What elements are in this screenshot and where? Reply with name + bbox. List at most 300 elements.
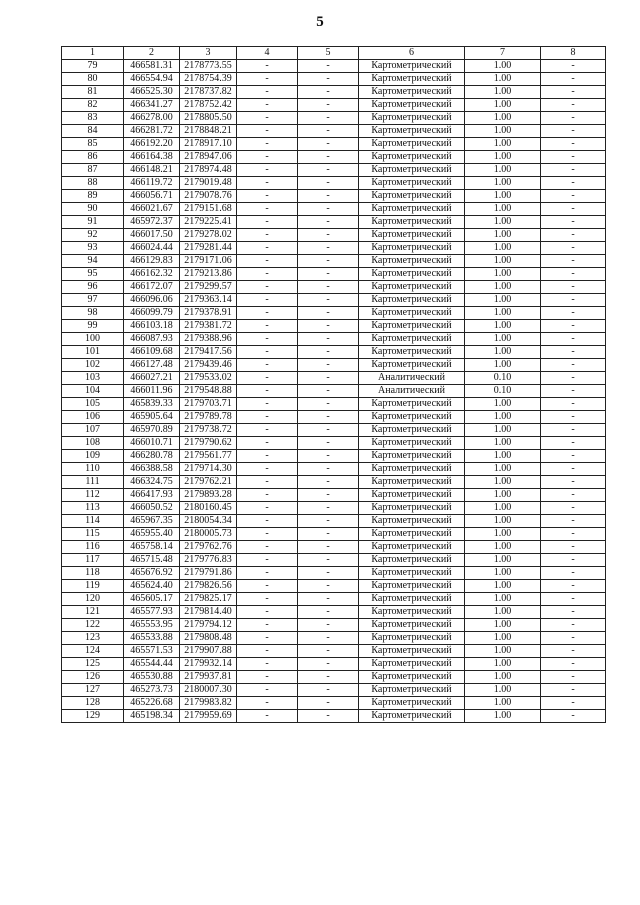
table-cell: - <box>237 125 298 138</box>
table-cell: Картометрический <box>359 203 465 216</box>
table-cell: 1.00 <box>465 645 541 658</box>
table-row <box>62 697 606 710</box>
table-cell: 466192.20 <box>124 138 180 151</box>
table-cell: 110 <box>62 463 124 476</box>
table-cell: 1.00 <box>465 697 541 710</box>
table-cell: - <box>541 203 606 216</box>
table-cell: 100 <box>62 333 124 346</box>
table-cell: - <box>541 502 606 515</box>
table-cell: 2179019.48 <box>180 177 237 190</box>
table-cell: - <box>298 606 359 619</box>
table-cell: - <box>541 281 606 294</box>
column-header: 6 <box>359 47 465 60</box>
table-cell: Картометрический <box>359 411 465 424</box>
table-cell: - <box>541 359 606 372</box>
table-cell: 2179826.56 <box>180 580 237 593</box>
table-cell: Картометрический <box>359 476 465 489</box>
table-cell: 1.00 <box>465 268 541 281</box>
table-row <box>62 567 606 580</box>
table-cell: 466554.94 <box>124 73 180 86</box>
table-cell: Картометрический <box>359 398 465 411</box>
table-row <box>62 671 606 684</box>
table-cell: - <box>298 190 359 203</box>
table-cell: - <box>298 528 359 541</box>
table-cell: - <box>237 242 298 255</box>
table-cell: 466281.72 <box>124 125 180 138</box>
table-cell: - <box>237 567 298 580</box>
table-cell: 2179762.21 <box>180 476 237 489</box>
table-cell: 1.00 <box>465 437 541 450</box>
table-cell: 466021.67 <box>124 203 180 216</box>
table-cell: 2179789.78 <box>180 411 237 424</box>
table-cell: 82 <box>62 99 124 112</box>
table-cell: 1.00 <box>465 424 541 437</box>
table-cell: 2179959.69 <box>180 710 237 723</box>
table-cell: 466017.50 <box>124 229 180 242</box>
table-cell: 1.00 <box>465 476 541 489</box>
table-cell: - <box>237 190 298 203</box>
table-cell: - <box>541 99 606 112</box>
table-cell: - <box>298 554 359 567</box>
table-cell: 1.00 <box>465 216 541 229</box>
table-cell: - <box>298 307 359 320</box>
table-row <box>62 333 606 346</box>
table-cell: 1.00 <box>465 177 541 190</box>
table-cell: - <box>298 619 359 632</box>
table-cell: - <box>541 411 606 424</box>
table-cell: 465605.17 <box>124 593 180 606</box>
table-cell: 1.00 <box>465 463 541 476</box>
table-cell: 93 <box>62 242 124 255</box>
table-cell: Картометрический <box>359 138 465 151</box>
table-cell: Картометрический <box>359 697 465 710</box>
table-cell: - <box>237 684 298 697</box>
table-cell: Картометрический <box>359 216 465 229</box>
table-row <box>62 489 606 502</box>
table-cell: - <box>298 632 359 645</box>
table-cell: 2179381.72 <box>180 320 237 333</box>
table-cell: - <box>541 255 606 268</box>
table-cell: 465972.37 <box>124 216 180 229</box>
table-cell: 126 <box>62 671 124 684</box>
table-cell: - <box>541 112 606 125</box>
table-cell: Картометрический <box>359 489 465 502</box>
table-cell: 106 <box>62 411 124 424</box>
table-cell: 1.00 <box>465 619 541 632</box>
table-cell: 466109.68 <box>124 346 180 359</box>
table-cell: - <box>237 359 298 372</box>
table-cell: 2179814.40 <box>180 606 237 619</box>
table-cell: - <box>237 489 298 502</box>
table-row <box>62 554 606 567</box>
table-row <box>62 593 606 606</box>
table-cell: 118 <box>62 567 124 580</box>
table-cell: - <box>541 593 606 606</box>
table-cell: - <box>298 268 359 281</box>
table-cell: - <box>541 476 606 489</box>
table-row <box>62 164 606 177</box>
table-cell: 2179225.41 <box>180 216 237 229</box>
table-cell: 98 <box>62 307 124 320</box>
table-cell: 466525.30 <box>124 86 180 99</box>
table-cell: Картометрический <box>359 593 465 606</box>
table-cell: - <box>541 216 606 229</box>
table-cell: 122 <box>62 619 124 632</box>
table-cell: 1.00 <box>465 684 541 697</box>
table-row <box>62 125 606 138</box>
table-cell: - <box>298 242 359 255</box>
table-row <box>62 229 606 242</box>
table-cell: 1.00 <box>465 307 541 320</box>
table-cell: Картометрический <box>359 112 465 125</box>
table-cell: - <box>298 671 359 684</box>
table-cell: Картометрический <box>359 359 465 372</box>
table-cell: 109 <box>62 450 124 463</box>
table-cell: - <box>298 385 359 398</box>
table-cell: 2179907.88 <box>180 645 237 658</box>
table-cell: 1.00 <box>465 333 541 346</box>
table-cell: 466129.83 <box>124 255 180 268</box>
table-cell: - <box>237 294 298 307</box>
table-cell: - <box>237 450 298 463</box>
table-cell: Картометрический <box>359 606 465 619</box>
table-cell: 2179893.28 <box>180 489 237 502</box>
table-row <box>62 60 606 73</box>
table-cell: - <box>298 515 359 528</box>
table-cell: - <box>298 164 359 177</box>
table-cell: 466172.07 <box>124 281 180 294</box>
table-cell: - <box>237 99 298 112</box>
table-cell: 90 <box>62 203 124 216</box>
table-cell: - <box>237 593 298 606</box>
table-cell: 2178773.55 <box>180 60 237 73</box>
table-cell: - <box>541 190 606 203</box>
table-cell: - <box>237 528 298 541</box>
table-cell: - <box>298 593 359 606</box>
table-row <box>62 112 606 125</box>
table-cell: 86 <box>62 151 124 164</box>
table-cell: 2179794.12 <box>180 619 237 632</box>
table-cell: 2179937.81 <box>180 671 237 684</box>
table-cell: 79 <box>62 60 124 73</box>
table-cell: 121 <box>62 606 124 619</box>
table-cell: 1.00 <box>465 320 541 333</box>
table-cell: - <box>237 398 298 411</box>
table-row <box>62 281 606 294</box>
table-cell: - <box>237 411 298 424</box>
table-cell: Картометрический <box>359 255 465 268</box>
table-cell: 466119.72 <box>124 177 180 190</box>
table-cell: 465676.92 <box>124 567 180 580</box>
table-cell: 2178805.50 <box>180 112 237 125</box>
table-cell: 466050.52 <box>124 502 180 515</box>
table-row <box>62 359 606 372</box>
table-cell: 466096.06 <box>124 294 180 307</box>
table-row <box>62 710 606 723</box>
table-cell: Картометрический <box>359 463 465 476</box>
table-cell: - <box>237 346 298 359</box>
table-cell: 124 <box>62 645 124 658</box>
table-cell: 92 <box>62 229 124 242</box>
table-cell: - <box>541 229 606 242</box>
table-cell: - <box>237 177 298 190</box>
table-cell: - <box>298 333 359 346</box>
table-cell: 1.00 <box>465 60 541 73</box>
table-cell: 103 <box>62 372 124 385</box>
table-cell: 105 <box>62 398 124 411</box>
table-row <box>62 99 606 112</box>
table-cell: - <box>298 281 359 294</box>
table-cell: - <box>541 619 606 632</box>
table-cell: - <box>541 294 606 307</box>
table-cell: 2178974.48 <box>180 164 237 177</box>
table-cell: Картометрический <box>359 242 465 255</box>
table-row <box>62 632 606 645</box>
table-cell: 2179378.91 <box>180 307 237 320</box>
table-cell: 0.10 <box>465 372 541 385</box>
table-cell: 466417.93 <box>124 489 180 502</box>
table-cell: 117 <box>62 554 124 567</box>
table-cell: - <box>298 697 359 710</box>
table-cell: - <box>541 60 606 73</box>
table-cell: 2179417.56 <box>180 346 237 359</box>
table-cell: - <box>298 489 359 502</box>
table-cell: 466341.27 <box>124 99 180 112</box>
table-cell: - <box>541 710 606 723</box>
column-header: 8 <box>541 47 606 60</box>
table-cell: Картометрический <box>359 580 465 593</box>
column-header: 1 <box>62 47 124 60</box>
table-cell: - <box>237 671 298 684</box>
table-cell: 1.00 <box>465 567 541 580</box>
table-cell: 2179363.14 <box>180 294 237 307</box>
table-row <box>62 424 606 437</box>
table-cell: Картометрический <box>359 658 465 671</box>
table-cell: 2178752.42 <box>180 99 237 112</box>
table-cell: 2180007.30 <box>180 684 237 697</box>
table-cell: 2178754.39 <box>180 73 237 86</box>
table-cell: 465624.40 <box>124 580 180 593</box>
table-cell: 465571.53 <box>124 645 180 658</box>
table-cell: Картометрический <box>359 502 465 515</box>
table-cell: Картометрический <box>359 99 465 112</box>
table-cell: 127 <box>62 684 124 697</box>
table-cell: - <box>237 86 298 99</box>
table-cell: 119 <box>62 580 124 593</box>
table-cell: - <box>541 606 606 619</box>
table-cell: 112 <box>62 489 124 502</box>
table-cell: 2179825.17 <box>180 593 237 606</box>
table-cell: 465839.33 <box>124 398 180 411</box>
table-cell: 2178947.06 <box>180 151 237 164</box>
table-cell: - <box>541 372 606 385</box>
table-cell: 83 <box>62 112 124 125</box>
table-cell: 1.00 <box>465 411 541 424</box>
table-cell: Картометрический <box>359 645 465 658</box>
table-cell: - <box>237 112 298 125</box>
column-header: 5 <box>298 47 359 60</box>
table-cell: Картометрический <box>359 528 465 541</box>
table-cell: Картометрический <box>359 515 465 528</box>
table-cell: 465226.68 <box>124 697 180 710</box>
table-cell: 2179790.62 <box>180 437 237 450</box>
table-cell: 466024.44 <box>124 242 180 255</box>
table-row <box>62 73 606 86</box>
table-cell: - <box>237 60 298 73</box>
table-cell: Картометрический <box>359 333 465 346</box>
table-cell: - <box>237 619 298 632</box>
table-cell: 114 <box>62 515 124 528</box>
table-row <box>62 177 606 190</box>
column-header: 4 <box>237 47 298 60</box>
table-cell: 97 <box>62 294 124 307</box>
table-row <box>62 372 606 385</box>
table-cell: 2178848.21 <box>180 125 237 138</box>
table-cell: 2179078.76 <box>180 190 237 203</box>
table-cell: - <box>541 138 606 151</box>
table-cell: Картометрический <box>359 684 465 697</box>
table-cell: - <box>541 658 606 671</box>
table-cell: - <box>237 320 298 333</box>
table-row <box>62 138 606 151</box>
table-cell: - <box>237 554 298 567</box>
table-header-row <box>62 47 606 60</box>
table-cell: 2178737.82 <box>180 86 237 99</box>
table-cell: - <box>237 645 298 658</box>
table-cell: - <box>298 424 359 437</box>
table-cell: - <box>237 73 298 86</box>
table-cell: Картометрический <box>359 229 465 242</box>
table-cell: - <box>298 372 359 385</box>
table-cell: - <box>298 177 359 190</box>
table-cell: 2179281.44 <box>180 242 237 255</box>
table-row <box>62 463 606 476</box>
table-cell: 1.00 <box>465 593 541 606</box>
table-cell: - <box>237 372 298 385</box>
table-cell: - <box>298 216 359 229</box>
table-cell: 1.00 <box>465 632 541 645</box>
table-cell: 1.00 <box>465 229 541 242</box>
table-cell: 466011.96 <box>124 385 180 398</box>
table-cell: 99 <box>62 320 124 333</box>
table-cell: 1.00 <box>465 125 541 138</box>
table-cell: 466280.78 <box>124 450 180 463</box>
table-cell: - <box>541 268 606 281</box>
table-cell: - <box>541 125 606 138</box>
table-cell: - <box>298 580 359 593</box>
table-cell: Картометрический <box>359 320 465 333</box>
column-header: 2 <box>124 47 180 60</box>
table-cell: 2179932.14 <box>180 658 237 671</box>
table-cell: 1.00 <box>465 112 541 125</box>
table-cell: - <box>298 658 359 671</box>
table-cell: 2179738.72 <box>180 424 237 437</box>
table-cell: - <box>298 567 359 580</box>
table-cell: - <box>298 255 359 268</box>
table-cell: Аналитический <box>359 385 465 398</box>
table-cell: 465970.89 <box>124 424 180 437</box>
table-cell: - <box>237 281 298 294</box>
table-cell: 2179299.57 <box>180 281 237 294</box>
table-cell: 2179548.88 <box>180 385 237 398</box>
table-cell: 2178917.10 <box>180 138 237 151</box>
table-cell: 85 <box>62 138 124 151</box>
table-cell: - <box>298 151 359 164</box>
table-row <box>62 476 606 489</box>
table-cell: - <box>237 710 298 723</box>
table-cell: 466388.58 <box>124 463 180 476</box>
table-cell: 1.00 <box>465 541 541 554</box>
table-cell: - <box>541 437 606 450</box>
table-cell: - <box>541 450 606 463</box>
table-row <box>62 86 606 99</box>
table-cell: - <box>298 437 359 450</box>
table-row <box>62 398 606 411</box>
table-cell: 466162.32 <box>124 268 180 281</box>
table-cell: 1.00 <box>465 450 541 463</box>
table-cell: - <box>298 138 359 151</box>
table-cell: 1.00 <box>465 99 541 112</box>
table-cell: Картометрический <box>359 268 465 281</box>
table-cell: 2179171.06 <box>180 255 237 268</box>
table-cell: Картометрический <box>359 190 465 203</box>
table-cell: Картометрический <box>359 437 465 450</box>
table-cell: - <box>298 476 359 489</box>
table-cell: Картометрический <box>359 710 465 723</box>
table-cell: - <box>298 60 359 73</box>
table-cell: Картометрический <box>359 619 465 632</box>
table-cell: - <box>541 164 606 177</box>
table-cell: - <box>541 463 606 476</box>
table-cell: 111 <box>62 476 124 489</box>
table-cell: 466148.21 <box>124 164 180 177</box>
table-cell: 96 <box>62 281 124 294</box>
table-cell: - <box>237 541 298 554</box>
table-cell: - <box>237 515 298 528</box>
table-cell: Картометрический <box>359 307 465 320</box>
table-cell: Картометрический <box>359 671 465 684</box>
table-cell: Картометрический <box>359 567 465 580</box>
table-cell: 2179791.86 <box>180 567 237 580</box>
table-cell: 466164.38 <box>124 151 180 164</box>
table-cell: 120 <box>62 593 124 606</box>
table-cell: - <box>237 255 298 268</box>
table-cell: - <box>541 567 606 580</box>
coordinates-table <box>61 46 606 723</box>
table-cell: - <box>541 554 606 567</box>
table-row <box>62 203 606 216</box>
table-cell: 94 <box>62 255 124 268</box>
table-cell: Картометрический <box>359 541 465 554</box>
table-cell: 465544.44 <box>124 658 180 671</box>
table-row <box>62 385 606 398</box>
table-cell: 1.00 <box>465 528 541 541</box>
table-cell: 125 <box>62 658 124 671</box>
table-cell: - <box>298 229 359 242</box>
table-cell: 1.00 <box>465 294 541 307</box>
table-cell: 2179533.02 <box>180 372 237 385</box>
table-cell: - <box>541 385 606 398</box>
table-cell: - <box>298 684 359 697</box>
table-row <box>62 216 606 229</box>
table-cell: 465533.88 <box>124 632 180 645</box>
table-cell: 1.00 <box>465 346 541 359</box>
table-row <box>62 541 606 554</box>
table-row <box>62 502 606 515</box>
table-cell: - <box>298 541 359 554</box>
table-cell: 113 <box>62 502 124 515</box>
table-cell: Картометрический <box>359 632 465 645</box>
